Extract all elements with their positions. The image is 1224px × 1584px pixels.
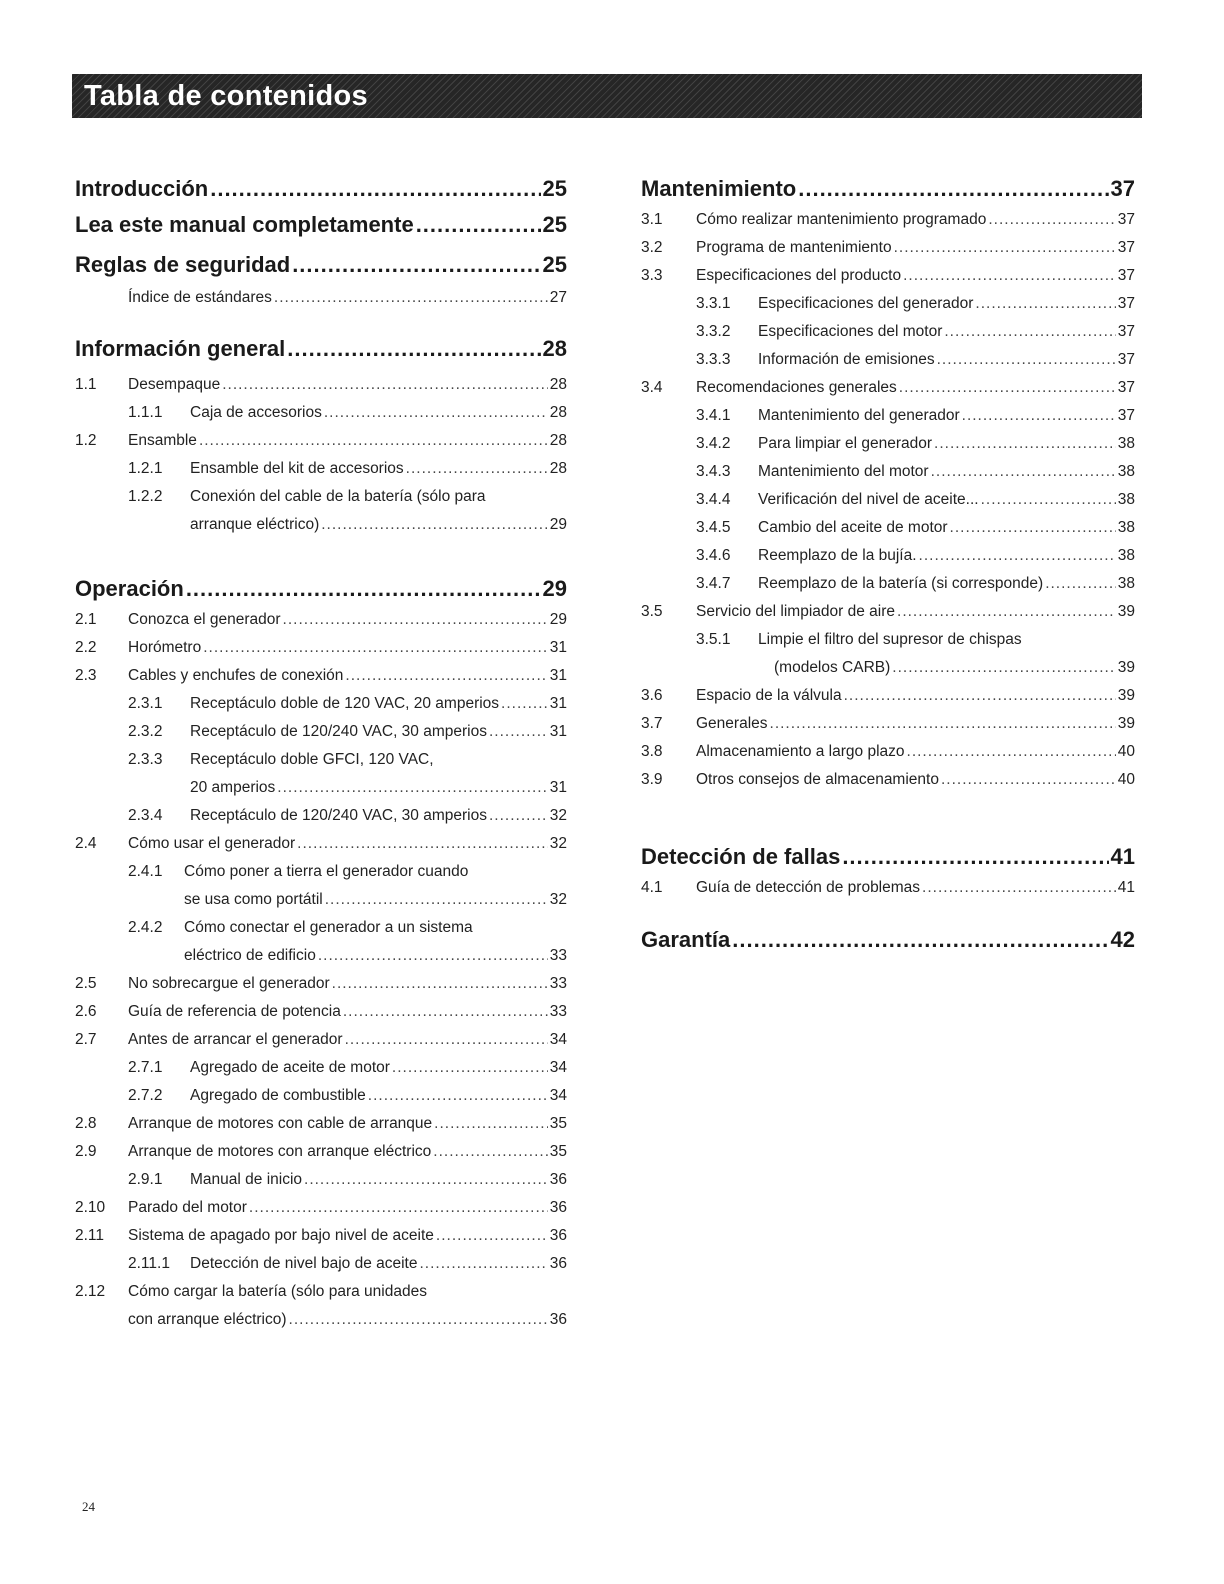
toc-entry[interactable]: 2.5 No sobrecargue el generador ..... 33 [75,971,567,993]
toc-entry[interactable]: 3.5 Servicio del limpiador de aire ..... 39 [641,599,1135,621]
toc-entry[interactable]: 2.3.1 Receptáculo doble de 120 VAC, 20 amperios ..... 31 [75,691,567,713]
toc-entry-line1[interactable]: 3.5.1 Limpie el filtro del supresor de chispas [696,631,1022,648]
toc-entry[interactable]: 1.1 Desempaque ..... 28 [75,372,567,394]
toc-heading-operacion[interactable]: Operación ..... 29 [75,574,567,602]
toc-entry[interactable]: 3.4.5 Cambio del aceite de motor ..... 38 [641,515,1135,537]
toc-entry-line1[interactable]: 2.4.1 Cómo poner a tierra el generador cuando [128,863,469,880]
toc-entry[interactable]: 2.3.4 Receptáculo de 120/240 VAC, 30 amperios ..... 32 [75,803,567,825]
toc-entry[interactable]: 3.4.2 Para limpiar el generador ..... 38 [641,431,1135,453]
toc-heading-garantia[interactable]: Garantía ..... 42 [641,925,1135,953]
toc-entry[interactable]: 1.1.1 Caja de accesorios ..... 28 [75,400,567,422]
toc-heading-informacion[interactable]: Información general ..... 28 [75,334,567,362]
toc-entry[interactable]: 2.11 Sistema de apagado por bajo nivel de aceite ..... 36 [75,1223,567,1245]
toc-heading-deteccion[interactable]: Detección de fallas ..... 41 [641,842,1135,870]
toc-entry[interactable]: 3.9 Otros consejos de almacenamiento ..... 40 [641,767,1135,789]
toc-entry[interactable]: 3.4.3 Mantenimiento del motor ..... 38 [641,459,1135,481]
toc-entry[interactable]: 2.11.1 Detección de nivel bajo de aceite ..... 36 [75,1251,567,1273]
toc-entry[interactable]: 3.1 Cómo realizar mantenimiento programado ..... 37 [641,207,1135,229]
toc-entry[interactable]: 1.2.1 Ensamble del kit de accesorios ..... 28 [75,456,567,478]
toc-entry-line2[interactable]: eléctrico de edificio ..... 33 [75,943,567,965]
toc-entry[interactable]: 2.3.2 Receptáculo de 120/240 VAC, 30 amperios ..... 31 [75,719,567,741]
toc-entry-line1[interactable]: 2.3.3 Receptáculo doble GFCI, 120 VAC, [128,751,434,768]
toc-entry[interactable]: 2.6 Guía de referencia de potencia ..... 33 [75,999,567,1021]
section-banner [72,74,1142,118]
toc-heading-reglas[interactable]: Reglas de seguridad ..... 25 [75,250,567,278]
toc-entry-line1[interactable]: 1.2.2 Conexión del cable de la batería (sólo para [128,488,486,505]
toc-entry-line2[interactable]: 20 amperios ..... 31 [75,775,567,797]
toc-entry-line2[interactable]: con arranque eléctrico) ..... 36 [75,1307,567,1329]
page-title: Tabla de contenidos [84,80,368,112]
toc-entry[interactable]: 3.3.2 Especificaciones del motor ..... 37 [641,319,1135,341]
toc-heading-introduccion[interactable]: Introducción ..... 25 [75,174,567,202]
toc-entry[interactable]: 2.7.2 Agregado de combustible ..... 34 [75,1083,567,1105]
toc-entry[interactable]: 3.4 Recomendaciones generales ..... 37 [641,375,1135,397]
toc-entry[interactable]: 3.6 Espacio de la válvula ..... 39 [641,683,1135,705]
toc-entry-line2[interactable]: (modelos CARB) ..... 39 [641,655,1135,677]
toc-entry[interactable]: 3.4.7 Reemplazo de la batería (si corresponde) ..... 38 [641,571,1135,593]
toc-entry[interactable]: 2.9.1 Manual de inicio ..... 36 [75,1167,567,1189]
toc-entry[interactable]: 3.3.3 Información de emisiones ..... 37 [641,347,1135,369]
page-number: 24 [82,1499,95,1514]
toc-entry-line2[interactable]: arranque eléctrico) ..... 29 [75,512,567,534]
toc-entry-line1[interactable]: 2.12 Cómo cargar la batería (sólo para unidades [75,1283,427,1300]
toc-entry[interactable]: 3.8 Almacenamiento a largo plazo ..... 40 [641,739,1135,761]
toc-entry[interactable]: 3.7 Generales ..... 39 [641,711,1135,733]
toc-entry[interactable]: 3.3 Especificaciones del producto ..... 37 [641,263,1135,285]
toc-entry[interactable]: Índice de estándares ..... 27 [75,285,567,307]
toc-entry[interactable]: 2.1 Conozca el generador ..... 29 [75,607,567,629]
toc-entry-line1[interactable]: 2.4.2 Cómo conectar el generador a un sistema [128,919,473,936]
toc-entry[interactable]: 2.10 Parado del motor ..... 36 [75,1195,567,1217]
toc-entry[interactable]: 3.2 Programa de mantenimiento ..... 37 [641,235,1135,257]
toc-entry[interactable]: 2.2 Horómetro ..... 31 [75,635,567,657]
toc-entry-line2[interactable]: se usa como portátil ..... 32 [75,887,567,909]
toc-entry[interactable]: 2.4 Cómo usar el generador ..... 32 [75,831,567,853]
toc-entry[interactable]: 3.4.4 Verificación del nivel de aceite... ..... 38 [641,487,1135,509]
toc-entry[interactable]: 1.2 Ensamble ..... 28 [75,428,567,450]
toc-entry[interactable]: 2.7 Antes de arrancar el generador ..... 34 [75,1027,567,1049]
toc-entry[interactable]: 2.7.1 Agregado de aceite de motor ..... 34 [75,1055,567,1077]
toc-entry[interactable]: 2.8 Arranque de motores con cable de arranque ..... 35 [75,1111,567,1133]
toc-heading-mantenimiento[interactable]: Mantenimiento ..... 37 [641,174,1135,202]
toc-entry[interactable]: 3.4.6 Reemplazo de la bujía. ..... 38 [641,543,1135,565]
toc-entry[interactable]: 2.9 Arranque de motores con arranque eléctrico ..... 35 [75,1139,567,1161]
toc-entry[interactable]: 4.1 Guía de detección de problemas ..... 41 [641,875,1135,897]
toc-heading-lea[interactable]: Lea este manual completamente ..... 25 [75,210,567,238]
toc-entry[interactable]: 2.3 Cables y enchufes de conexión ..... 31 [75,663,567,685]
toc-entry[interactable]: 3.4.1 Mantenimiento del generador ..... 37 [641,403,1135,425]
toc-entry[interactable]: 3.3.1 Especificaciones del generador ..... 37 [641,291,1135,313]
